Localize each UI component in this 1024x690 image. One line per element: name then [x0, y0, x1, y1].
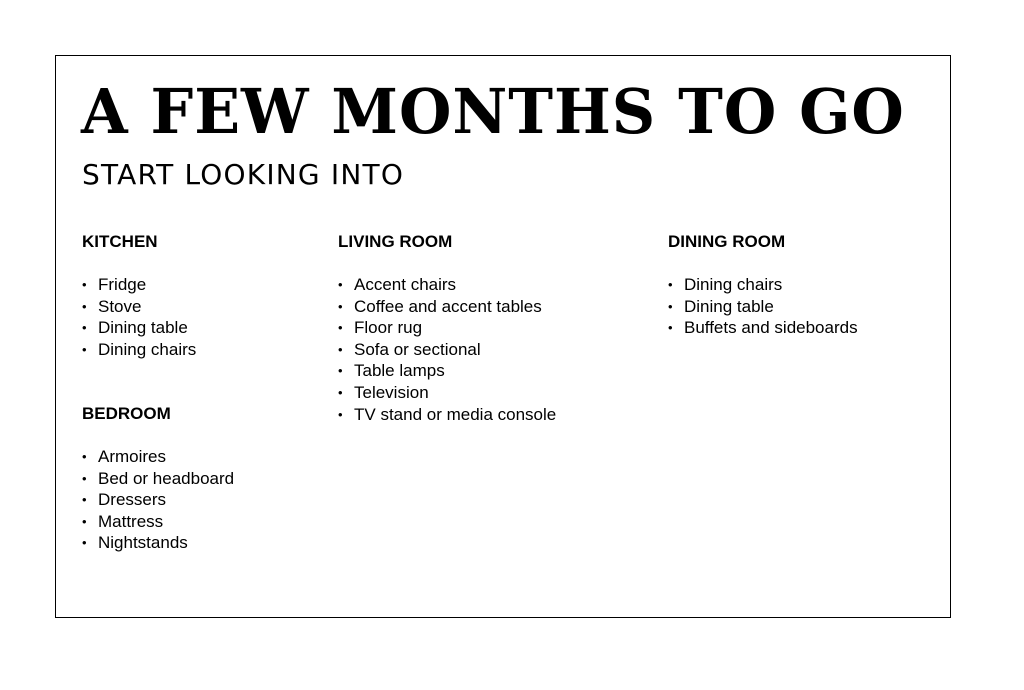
list-item: • Dining table [82, 317, 196, 339]
kitchen-heading: KITCHEN [82, 232, 158, 251]
list-item: • Buffets and sideboards [668, 317, 858, 339]
dining-room-list [668, 274, 858, 339]
living-room-list [338, 274, 556, 425]
dining-room-heading: DINING ROOM [668, 232, 786, 251]
list-item: • Bed or headboard [82, 468, 234, 490]
bedroom-heading: BEDROOM [82, 404, 171, 423]
living-room-heading: LIVING ROOM [338, 232, 453, 251]
list-item: • Dressers [82, 489, 234, 511]
page-title: A FEW MONTHS TO GO [81, 75, 905, 148]
kitchen-list [82, 274, 196, 360]
list-item: • Table lamps [338, 360, 556, 382]
list-item: • Accent chairs [338, 274, 556, 296]
checklist-card [55, 55, 951, 618]
kitchen-section [82, 232, 196, 360]
list-item: • Sofa or sectional [338, 339, 556, 361]
dining-room-section [668, 232, 858, 339]
living-room-section [338, 232, 556, 425]
list-item: • Dining chairs [668, 274, 858, 296]
list-item: • Armoires [82, 446, 234, 468]
list-item: • Mattress [82, 511, 234, 533]
list-item: • Fridge [82, 274, 196, 296]
bedroom-section [82, 404, 234, 554]
list-item: • Television [338, 382, 556, 404]
page-subtitle: START LOOKING INTO [82, 158, 405, 191]
list-item: • Stove [82, 296, 196, 318]
list-item: • Nightstands [82, 532, 234, 554]
list-item: • Floor rug [338, 317, 556, 339]
list-item: • TV stand or media console [338, 404, 556, 426]
list-item: • Dining table [668, 296, 858, 318]
list-item: • Dining chairs [82, 339, 196, 361]
bedroom-list [82, 446, 234, 554]
list-item: • Coffee and accent tables [338, 296, 556, 318]
